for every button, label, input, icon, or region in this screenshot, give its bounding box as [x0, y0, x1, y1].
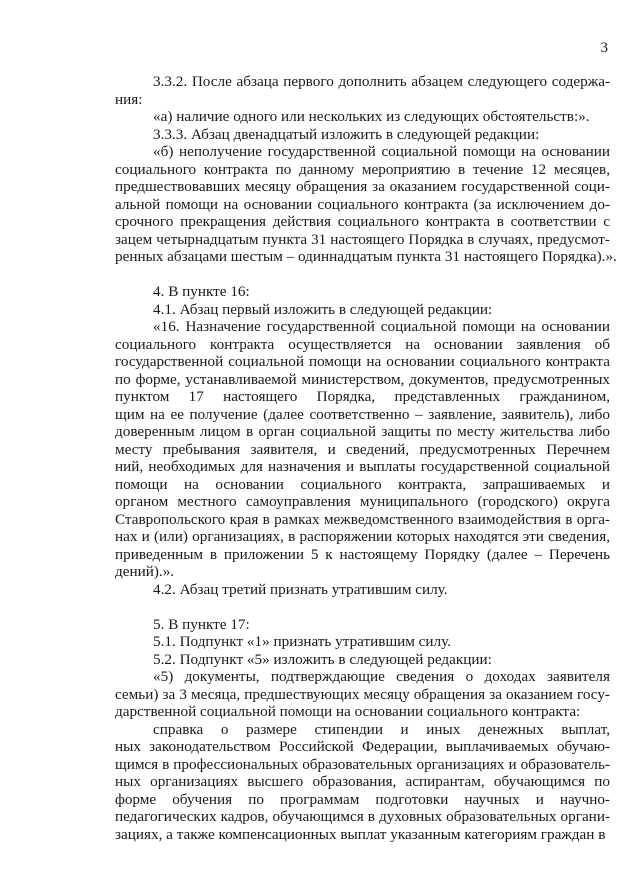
text-line: зацем четырнадцатым пункта 31 настоящего Порядка в случаях, предусмот-: [115, 230, 610, 248]
text-line: педагогических кадров, обучающимся в духовных образовательных органи-: [115, 808, 610, 825]
text-line: щимся в профессиональных образовательных организациях и образователь-: [115, 755, 610, 773]
text-line: дарственной социальной помощи на основании социального контракта:: [115, 703, 581, 720]
text-line: ных организациях высшего образования, аспирантам, обучающимся по: [115, 773, 610, 790]
text-line: ний, необходимых для назначения и выплаты государственной социальной: [115, 458, 610, 475]
paragraph-gap: [115, 266, 610, 284]
paragraph: [115, 143, 617, 266]
paragraph: [115, 73, 610, 108]
text-line: дений).».: [115, 563, 175, 580]
text-line: 4. В пункте 16:: [153, 283, 250, 300]
page-number: 3: [600, 40, 608, 56]
text-line: социального контракта по данному мероприятию в течение 12 месяцев,: [115, 160, 610, 178]
text-line: ния:: [115, 90, 143, 108]
paragraph: [115, 283, 610, 301]
paragraph: [115, 126, 610, 144]
text-line: щим на ее получение (далее соответственно – заявление, заявитель), либо: [115, 405, 610, 423]
text-line: зациях, а также компенсационных выплат указанным категориям граждан в: [115, 825, 606, 843]
paragraph: [115, 651, 610, 669]
text-line: форме обучения по программам подготовки научных и научно-: [115, 790, 610, 808]
text-line: 4.2. Абзац третий признать утратившим силу.: [153, 580, 448, 598]
text-line: 5.1. Подпункт «1» признать утратившим силу.: [153, 633, 451, 650]
text-line: «5) документы, подтверждающие сведения о доходах заявителя: [153, 668, 610, 685]
text-line: «б) неполучение государственной социальной помощи на основании: [153, 143, 610, 160]
text-line: пунктом 17 настоящего Порядка, представленных гражданином,: [115, 388, 610, 405]
text-line: 5.2. Подпункт «5» изложить в следующей редакции:: [153, 650, 492, 668]
document-body: [115, 73, 617, 843]
paragraph: [115, 318, 610, 581]
text-line: органом местного самоуправления муниципального (городского) округа: [115, 493, 610, 510]
text-line: государственной социальной помощи на основании социального контракта: [115, 353, 610, 370]
text-line: по форме, устанавливаемой министерством, документов, предусмотренных: [115, 370, 610, 388]
text-line: доверенным лицом в орган социальной защиты по месту жительства либо: [115, 423, 610, 440]
paragraph-gap: [115, 598, 610, 616]
text-line: месту пребывания заявителя, и сведений, предусмотренных Перечнем: [115, 440, 610, 458]
text-line: 5. В пункте 17:: [153, 615, 250, 633]
text-line: 3.3.2. После абзаца первого дополнить абзацем следующего содержа-: [153, 73, 610, 90]
paragraph: [115, 616, 610, 634]
text-line: ных законодательством Российской Федерации, выплачиваемых обучаю-: [115, 738, 610, 755]
text-line: помощи на основании социального контракта, запрашиваемых и: [115, 475, 610, 493]
text-line: нах и (или) организациях, в распоряжении которых находятся эти сведения,: [115, 528, 610, 545]
text-line: приведенным в приложении 5 к настоящему Порядку (далее – Перечень: [115, 545, 610, 563]
paragraph: [115, 108, 610, 126]
text-line: «а) наличие одного или нескольких из следующих обстоятельств:».: [153, 108, 590, 125]
text-line: альной помощи на основании социального контракта (за исключением до-: [115, 195, 610, 213]
text-line: «16. Назначение государственной социальной помощи на основании: [153, 318, 610, 335]
paragraph: [115, 301, 610, 319]
text-line: срочного прекращения действия социального контракта в соответствии с: [115, 213, 610, 230]
paragraph: [115, 581, 610, 599]
text-line: предшествовавших месяцу обращения за оказанием государственной соци-: [115, 178, 610, 195]
paragraph: [115, 633, 610, 651]
text-line: семьи) за 3 месяца, предшествующих месяцу обращения за оказанием госу-: [115, 685, 610, 703]
text-line: 4.1. Абзац первый изложить в следующей редакции:: [153, 300, 493, 318]
text-line: Ставропольского края в рамках межведомственного взаимодействия в орга-: [115, 510, 610, 528]
text-line: ренных абзацами шестым – одиннадцатым пункта 31 настоящего Порядка).».: [115, 248, 617, 265]
paragraph: [115, 668, 610, 721]
text-line: 3.3.3. Абзац двенадцатый изложить в следующей редакции:: [153, 125, 540, 143]
text-line: социального контракта осуществляется на основании заявления об: [115, 335, 610, 353]
paragraph: [115, 721, 610, 844]
text-line: справка о размере стипендии и иных денежных выплат,: [153, 720, 610, 738]
